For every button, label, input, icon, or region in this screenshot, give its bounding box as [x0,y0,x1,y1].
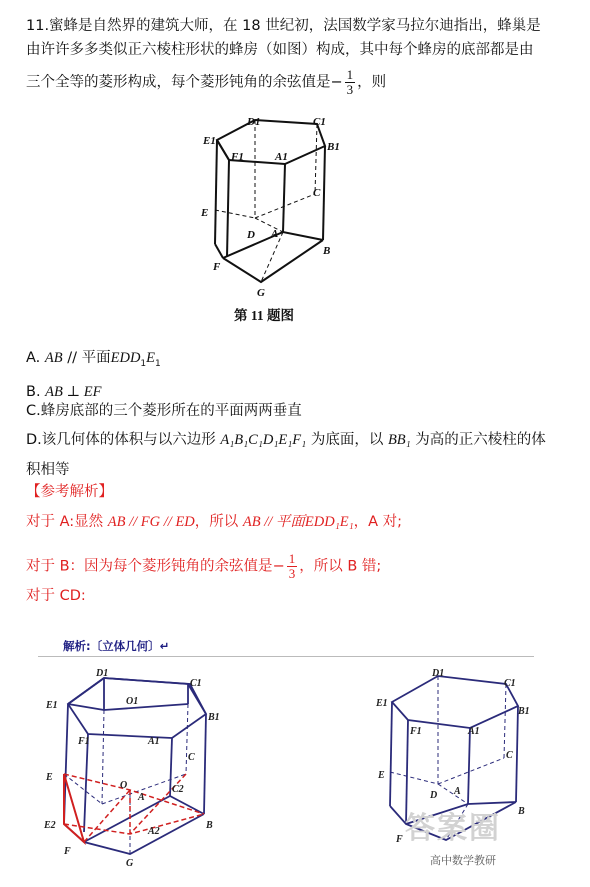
left-label-E1: E1 [46,700,58,711]
left-label-O: O [120,780,128,791]
solution-a [26,512,402,532]
option-a-mid: // 平面 [62,350,111,366]
option-a-math: AB [44,350,63,366]
left-label-C2: C2 [172,784,184,795]
right-label-A: A [454,786,461,797]
left-label-B1: B1 [208,712,220,723]
label-A: A [271,228,279,240]
left-label-F1: F1 [78,736,90,747]
option-d-math: A₁B₁C₁D₁E₁F₁ [220,432,307,448]
left-label-F: F [64,846,71,857]
figure-caption: 第 11 题图 [234,308,295,323]
label-E: E [201,207,209,219]
fraction-denominator: 3 [346,82,354,97]
option-a-math2: EDD [110,350,141,366]
right-label-D1: D1 [432,668,445,679]
option-c: C.蜂房底部的三个菱形所在的平面两两垂直 [26,403,302,419]
label-C1: C1 [313,116,326,128]
solution-b-prefix: 对于 B：因为每个菱形钝角的余弦值是 [26,558,273,575]
right-label-C1: C1 [504,678,516,689]
option-a-math3: E [146,350,156,366]
solution-b-denominator: 3 [288,566,296,581]
solution-b-fraction [287,552,298,581]
solution-a-math: AB // FG // ED [107,514,195,530]
right-label-F: F [396,834,403,845]
solution-a-mid: ，所以 [194,514,243,530]
left-label-B: B [206,820,213,831]
label-C: C [313,187,321,199]
label-F: F [213,261,221,273]
option-d-math2: BB₁ [387,432,411,448]
right-label-B: B [518,806,525,817]
option-a-sub1: 1 [140,358,147,369]
left-label-C: C [188,752,195,763]
question-line-1: 11.蜜蜂是自然界的建筑大师，在 18 世纪初，法国数学家马拉尔迪指出，蜂巢是 [26,18,541,34]
right-label-D: D [430,790,438,801]
right-label-A1: A1 [468,726,480,737]
left-label-D1: D1 [96,668,109,679]
left-label-G: G [126,858,134,869]
solution-b [26,552,381,581]
label-E1: E1 [203,135,216,147]
option-d-line-1 [26,430,546,450]
option-d-mid: 为底面，以 [306,432,388,448]
option-a [26,348,161,374]
label-B1: B1 [327,141,340,153]
analysis-title: 解析:〔立体几何〕↵ [63,639,170,653]
label-D1: D1 [247,116,261,128]
label-A1: A1 [275,151,288,163]
solution-b-minus: − [272,558,285,575]
left-label-A: A [138,792,145,803]
question-line-3-suffix: ，则 [357,74,387,91]
label-D: D [247,229,255,241]
right-label-E1: E1 [376,698,388,709]
question-line-3-prefix: 三个全等的菱形构成，每个菱形钝角的余弦值是 [26,74,331,91]
option-d-prefix: D.该几何体的体积与以六边形 [26,432,221,448]
fraction-numerator: 1 [346,67,354,82]
watermark-logo: 答案圈 [405,811,501,846]
option-d-suffix: 为高的正六棱柱的体 [410,432,546,448]
right-label-C: C [506,750,513,761]
left-label-E2: E2 [44,820,56,831]
solution-a-math2: AB // 平面EDD₁E₁ [242,514,354,530]
right-label-B1: B1 [518,706,530,717]
option-b-prefix: B. [26,384,46,400]
solution-cd: 对于 CD: [26,588,86,604]
minus-sign: − [330,74,343,91]
option-a-sub2: 1 [155,358,161,369]
solution-a-suffix: ，A 对; [353,514,403,530]
watermark-caption: 高中数学教研 [430,854,496,867]
option-a-prefix: A. [26,350,45,366]
left-label-A1: A1 [148,736,160,747]
solution-b-numerator: 1 [288,551,296,566]
label-B: B [323,245,331,257]
left-label-C1: C1 [190,678,202,689]
label-G: G [257,287,265,299]
option-b-math: AB ⊥ EF [45,384,102,400]
left-label-O1: O1 [126,696,139,707]
left-label-E: E [46,772,53,783]
option-b [26,382,102,402]
honeycomb-figure [195,112,345,300]
question-line-2: 由许许多多类似正六棱柱形状的蜂房（如图）构成，其中每个蜂房的底部都是由 [26,42,534,58]
option-d-line-2: 积相等 [26,462,70,478]
right-label-F1: F1 [410,726,422,737]
question-line-3 [26,68,386,97]
solution-b-suffix: ，所以 B 错; [299,558,382,575]
right-label-E: E [378,770,385,781]
fraction [345,68,356,97]
analysis-divider [38,656,534,657]
solution-header: 【参考解析】 [26,484,113,500]
analysis-left-figure [38,664,238,874]
label-F1: F1 [231,151,244,163]
left-label-A2: A2 [148,826,160,837]
solution-a-prefix: 对于 A:显然 [26,514,108,530]
